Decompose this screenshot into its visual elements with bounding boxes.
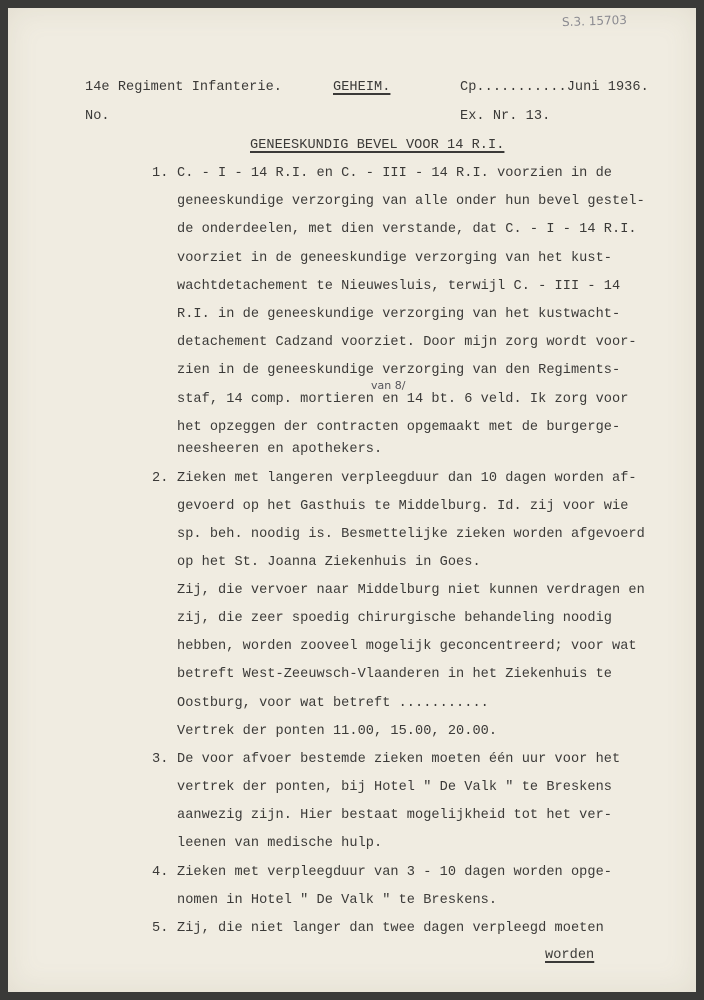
text-line: het opzeggen der contracten opgemaakt met de burgerge- xyxy=(177,420,621,435)
handwritten-insert: van 8/ xyxy=(371,379,406,392)
item-number: 1. xyxy=(152,166,169,181)
text-line: Zieken met verpleegduur van 3 - 10 dagen worden opge- xyxy=(177,865,613,880)
number-label: No. xyxy=(85,109,110,124)
text-line: vertrek der ponten, bij Hotel " De Valk " te Breskens xyxy=(177,780,613,795)
classification: GEHEIM. xyxy=(333,80,391,95)
text-line: Zieken met langeren verpleegduur dan 10 dagen worden af- xyxy=(177,471,637,486)
copy-number: Ex. Nr. 13. xyxy=(460,109,551,124)
text-line: de onderdeelen, met dien verstande, dat C. - I - 14 R.I. xyxy=(177,222,637,237)
item-number: 3. xyxy=(152,752,169,767)
catchword: worden xyxy=(545,948,595,963)
text-line: gevoerd op het Gasthuis te Middelburg. Id. zij voor wie xyxy=(177,499,629,514)
text-line: wachtdetachement te Nieuwesluis, terwijl C. - III - 14 xyxy=(177,279,621,294)
text-line: nomen in Hotel " De Valk " te Breskens. xyxy=(177,893,498,908)
text-line: Zij, die vervoer naar Middelburg niet kunnen verdragen en xyxy=(177,583,645,598)
text-line: De voor afvoer bestemde zieken moeten één uur voor het xyxy=(177,752,621,767)
text-line: zij, die zeer spoedig chirurgische behandeling noodig xyxy=(177,611,613,626)
text-line: voorziet in de geneeskundige verzorging van het kust- xyxy=(177,251,613,266)
text-line: R.I. in de geneeskundige verzorging van het kustwacht- xyxy=(177,307,621,322)
text-line: hebben, worden zooveel mogelijk geconcentreerd; voor wat xyxy=(177,639,637,654)
document-title: GENEESKUNDIG BEVEL VOOR 14 R.I. xyxy=(250,138,505,153)
text-line: leenen van medische hulp. xyxy=(177,836,383,851)
text-line: Zij, die niet langer dan twee dagen verpleegd moeten xyxy=(177,921,604,936)
text-line: op het St. Joanna Ziekenhuis in Goes. xyxy=(177,555,481,570)
item-number: 2. xyxy=(152,471,169,486)
text-line: zien in de geneeskundige verzorging van den Regiments- xyxy=(177,363,621,378)
item-number: 5. xyxy=(152,921,169,936)
text-line: staf, 14 comp. mortieren en 14 bt. 6 veld. Ik zorg voor xyxy=(177,392,629,407)
text-line: sp. beh. noodig is. Besmettelijke zieken worden afgevoerd xyxy=(177,527,645,542)
text-line: betreft West-Zeeuwsch-Vlaanderen in het Ziekenhuis te xyxy=(177,667,613,682)
text-line: Vertrek der ponten 11.00, 15.00, 20.00. xyxy=(177,724,498,739)
text-line: Oostburg, voor wat betreft ........... xyxy=(177,696,489,711)
text-line: aanwezig zijn. Hier bestaat mogelijkheid tot het ver- xyxy=(177,808,613,823)
text-line: detachement Cadzand voorziet. Door mijn zorg wordt voor- xyxy=(177,335,637,350)
place-date: Cp...........Juni 1936. xyxy=(460,80,649,95)
unit-name: 14e Regiment Infanterie. xyxy=(85,80,282,95)
text-line: C. - I - 14 R.I. en C. - III - 14 R.I. voorzien in de xyxy=(177,166,613,181)
archive-reference: S.3. 15703 xyxy=(561,12,628,30)
item-number: 4. xyxy=(152,865,169,880)
text-line: geneeskundige verzorging van alle onder hun bevel gestel- xyxy=(177,194,645,209)
text-line: neesheeren en apothekers. xyxy=(177,442,383,457)
